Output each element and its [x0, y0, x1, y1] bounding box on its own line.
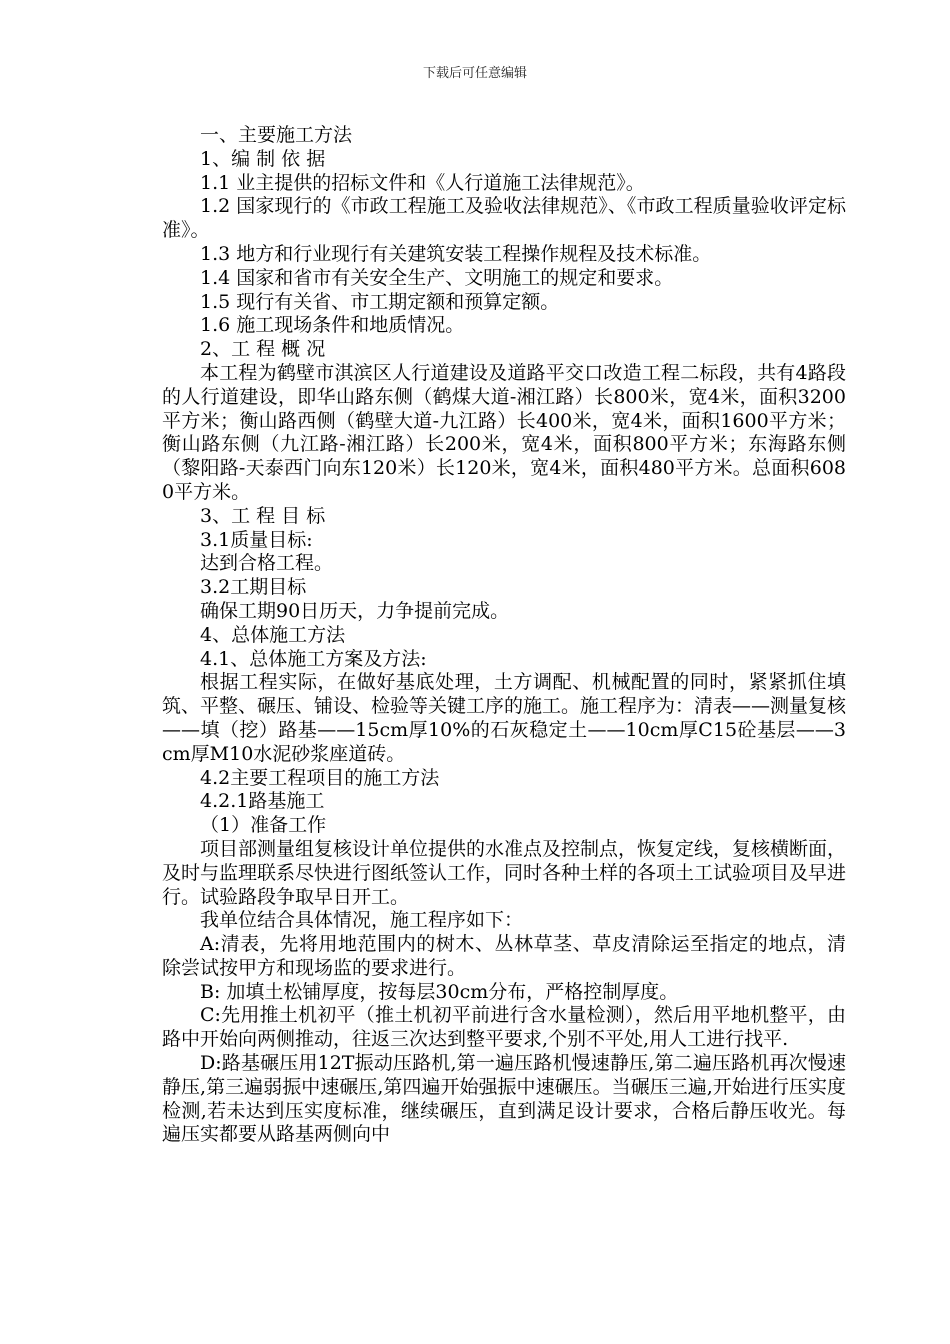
- document-body: [162, 124, 846, 1147]
- paragraph-3-1-detail: 达到合格工程。: [200, 552, 334, 575]
- paragraph-overview: 本工程为鹤壁市淇滨区人行道建设及道路平交口改造工程二标段，共有4路段的人行道建设，即华山路东侧（鹤煤大道-湘江路）长800米，宽4米，面积3200平方米；衡山路西侧（鹤壁大道-九江路）长400米，宽4米，面积1600平方米；衡山路东侧（九江路-湘江路）长200米，宽4米，面积800平方米；东海路东侧（黎阳路-天泰西门向东120米）长120米，宽4米，面积480平方米。总面积6080平方米。: [162, 361, 846, 503]
- paragraph-3-2-detail: 确保工期90日历天，力争提前完成。: [200, 599, 510, 622]
- section-heading-overview: 2、工 程 概 况: [200, 338, 326, 361]
- paragraph-4-1: 4.1、总体施工方案及方法:: [200, 647, 427, 670]
- paragraph-procedure-intro: 我单位结合具体情况，施工程序如下：: [200, 909, 524, 932]
- paragraph-step-c: C:先用推土机初平（推土机初平前进行含水量检测），然后用平地机整平，由路中开始向两侧推动，往返三次达到整平要求,个别不平处,用人工进行找平.: [162, 1004, 846, 1051]
- section-heading-basis: 1、编 制 依 据: [200, 147, 326, 170]
- paragraph-1-5: 1.5 现行有关省、市工期定额和预算定额。: [200, 290, 560, 313]
- paragraph-step-b: B: 加填土松铺厚度，按每层30cm分布，严格控制厚度。: [200, 980, 679, 1003]
- section-heading-main-methods: 一、主要施工方法: [200, 124, 353, 146]
- paragraph-preparation-detail: 项目部测量组复核设计单位提供的水准点及控制点，恢复定线，复核横断面，及时与监理联系尽快进行图纸签认工作，同时各种土样的各项土工试验项目及早进行。试验路段争取早日开工。: [162, 837, 847, 908]
- page-header: 下载后可任意编辑: [422, 66, 527, 81]
- paragraph-1-3: 1.3 地方和行业现行有关建筑安装工程操作规程及技术标准。: [200, 242, 712, 265]
- paragraph-1-6: 1.6 施工现场条件和地质情况。: [200, 314, 465, 337]
- paragraph-step-a: A:清表，先将用地范围内的树木、丛林草茎、草皮清除运至指定的地点，清除尝试按甲方和现场监的要求进行。: [162, 933, 846, 979]
- paragraph-1-2: 1.2 国家现行的《市政工程施工及验收法律规范》、《市政工程质量验收评定标准》。: [162, 195, 846, 242]
- paragraph-1-1: 1.1 业主提供的招标文件和《人行道施工法律规范》。: [200, 171, 645, 194]
- paragraph-4-2: 4.2主要工程项目的施工方法: [200, 766, 440, 789]
- paragraph-4-2-1: 4.2.1路基施工: [200, 790, 325, 813]
- paragraph-1-4: 1.4 国家和省市有关安全生产、文明施工的规定和要求。: [200, 266, 674, 289]
- section-heading-overall-methods: 4、总体施工方法: [200, 623, 346, 646]
- paragraph-4-1-detail: 根据工程实际，在做好基底处理，土方调配、机械配置的同时，紧紧抓住填筑、平整、碾压、铺设、检验等关键工序的施工。施工程序为：清表——测量复核——填（挖）路基——15cm厚10%的石灰稳定土——10cm厚C15砼基层——3cm厚M10水泥砂浆座道砖。: [162, 671, 847, 765]
- paragraph-preparation: （1）准备工作: [200, 814, 327, 837]
- paragraph-step-d: D:路基碾压用12T振动压路机,第一遍压路机慢速静压,第二遍压路机再次慢速静压,第三遍弱振中速碾压,第四遍开始强振中速碾压。当碾压三遍,开始进行压实度检测,若未达到压实度标准，继续碾压，直到满足设计要求，合格后静压收光。每遍压实都要从路基两侧向中: [162, 1052, 846, 1146]
- section-heading-goals: 3、工 程 目 标: [200, 504, 326, 527]
- paragraph-3-2: 3.2工期目标: [200, 576, 307, 599]
- paragraph-3-1: 3.1质量目标:: [200, 528, 313, 551]
